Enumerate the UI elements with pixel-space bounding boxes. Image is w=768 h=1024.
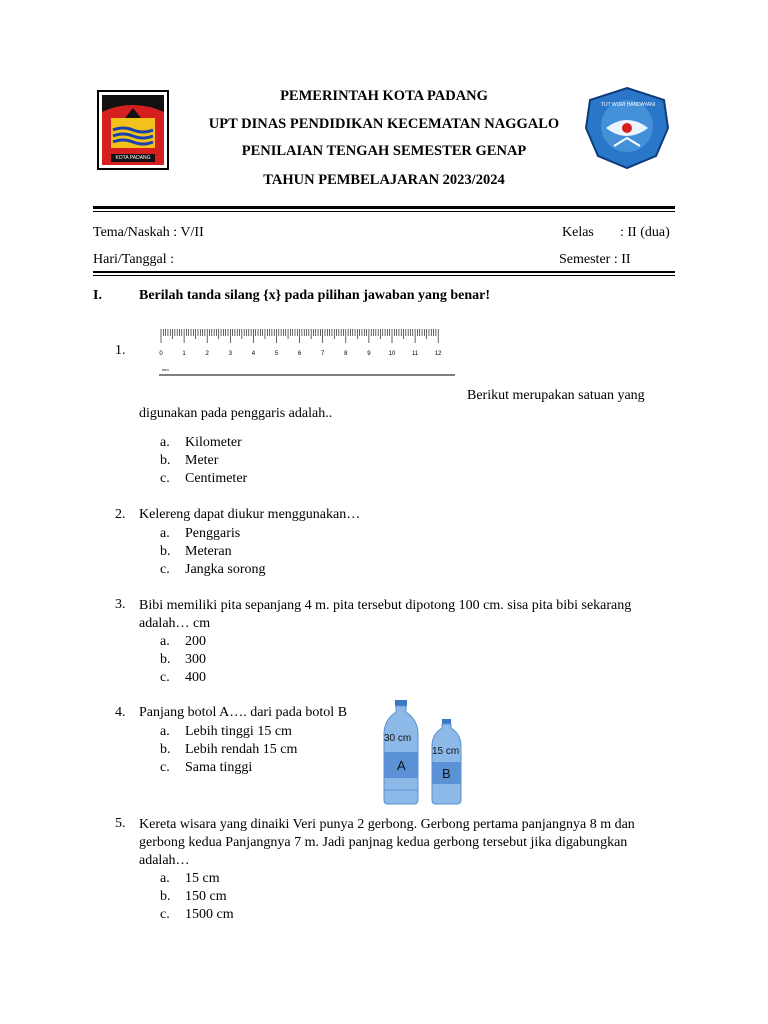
ruler-unit: mm xyxy=(162,367,169,372)
kelas-label: Kelas xyxy=(562,225,594,240)
header-rule-thick xyxy=(93,206,675,209)
q2-text: Kelereng dapat diukur menggunakan… xyxy=(139,507,361,522)
q5-number: 5. xyxy=(115,816,126,831)
option-item[interactable]: b. Meteran xyxy=(160,544,232,560)
bottle-b-size: 15 cm xyxy=(432,746,460,757)
option-item[interactable]: c. 400 xyxy=(160,670,206,686)
bottle-b-label: B xyxy=(442,766,451,781)
ruler-image xyxy=(157,327,457,377)
kelas-value: : II (dua) xyxy=(620,225,670,240)
q1-text-cont: digunakan pada penggaris adalah.. xyxy=(139,406,333,421)
option-item[interactable]: b. Meter xyxy=(160,453,219,469)
info-rule-1 xyxy=(93,271,675,273)
ruler-label: 0 xyxy=(159,351,163,357)
q4-text: Panjang botol A…. dari pada botol B xyxy=(139,705,348,720)
ruler-label: 1 xyxy=(182,351,186,357)
q1-text-right: Berikut merupakan satuan yang xyxy=(467,388,645,403)
header-line-1: PEMERINTAH KOTA PADANG xyxy=(280,88,488,104)
option-item[interactable]: b. 150 cm xyxy=(160,889,227,905)
option-item[interactable]: a. Penggaris xyxy=(160,526,241,541)
ruler-label: 3 xyxy=(228,351,232,357)
ruler-label: 9 xyxy=(367,351,371,357)
option-item[interactable]: a. Kilometer xyxy=(160,435,242,450)
option-item[interactable]: a. 200 xyxy=(160,634,206,649)
header-line-3: PENILAIAN TENGAH SEMESTER GENAP xyxy=(241,143,527,159)
option-item[interactable]: c. 1500 cm xyxy=(160,907,234,923)
header-rule-thin xyxy=(93,211,675,212)
ruler-label: 8 xyxy=(344,351,348,357)
option-item[interactable]: b. Lebih rendah 15 cm xyxy=(160,742,298,758)
section-title: Berilah tanda silang {x} pada pilihan jawaban yang benar! xyxy=(139,288,491,303)
q4-number: 4. xyxy=(115,705,126,720)
q5-text: Kereta wisara yang dinaiki Veri punya 2 gerbong. Gerbong pertama panjangnya 8 m dan gerbong kedua Panjangnya 7 m. Jadi panjnag kedua gerbong tersebut jika digabungkan adalah… xyxy=(139,817,635,868)
semester: Semester : II xyxy=(559,252,631,267)
option-item[interactable]: a. 15 cm xyxy=(160,871,220,886)
option-item[interactable]: b. 300 xyxy=(160,652,206,668)
option-item[interactable]: a. Lebih tinggi 15 cm xyxy=(160,724,292,739)
ruler-label: 5 xyxy=(274,351,279,357)
option-item[interactable]: c. Centimeter xyxy=(160,471,248,487)
hari-tanggal: Hari/Tanggal : xyxy=(93,252,175,267)
ruler-label: 11 xyxy=(411,351,419,357)
section-number: I. xyxy=(93,288,102,303)
ruler-label: 10 xyxy=(388,351,396,357)
header-line-4: TAHUN PEMBELAJARAN 2023/2024 xyxy=(263,172,505,188)
q3-text: Bibi memiliki pita sepanjang 4 m. pita tersebut dipotong 100 cm. sisa pita bibi sekarang adalah… cm xyxy=(139,598,632,631)
tema-naskah: Tema/Naskah : V/II xyxy=(93,225,204,240)
left-logo-caption: KOTA PADANG xyxy=(115,155,151,161)
bottle-a-size: 30 cm xyxy=(384,733,412,744)
ruler-label: 7 xyxy=(321,351,325,357)
ruler-label: 12 xyxy=(434,351,442,357)
q4-options xyxy=(160,723,297,778)
bottle-a-label: A xyxy=(397,758,406,773)
q1-options xyxy=(160,434,247,489)
header-line-2: UPT DINAS PENDIDIKAN KECEMATAN NAGGALO xyxy=(208,116,560,132)
q5-options xyxy=(160,870,234,925)
q2-number: 2. xyxy=(115,507,126,522)
ruler-label: 6 xyxy=(297,351,302,357)
q1-number: 1. xyxy=(115,343,126,358)
q3-number: 3. xyxy=(115,597,126,612)
info-rule-2 xyxy=(93,275,675,276)
q2-options xyxy=(160,525,266,580)
right-logo-caption: TUT WURI HANDAYANI xyxy=(600,102,656,108)
q3-options xyxy=(160,633,206,688)
ruler-label: 2 xyxy=(205,351,209,357)
bottle-a xyxy=(384,700,418,804)
option-item[interactable]: c. Sama tinggi xyxy=(160,760,253,776)
option-item[interactable]: c. Jangka sorong xyxy=(160,562,266,578)
ruler-label: 4 xyxy=(251,351,256,357)
bottle-b xyxy=(432,719,461,804)
